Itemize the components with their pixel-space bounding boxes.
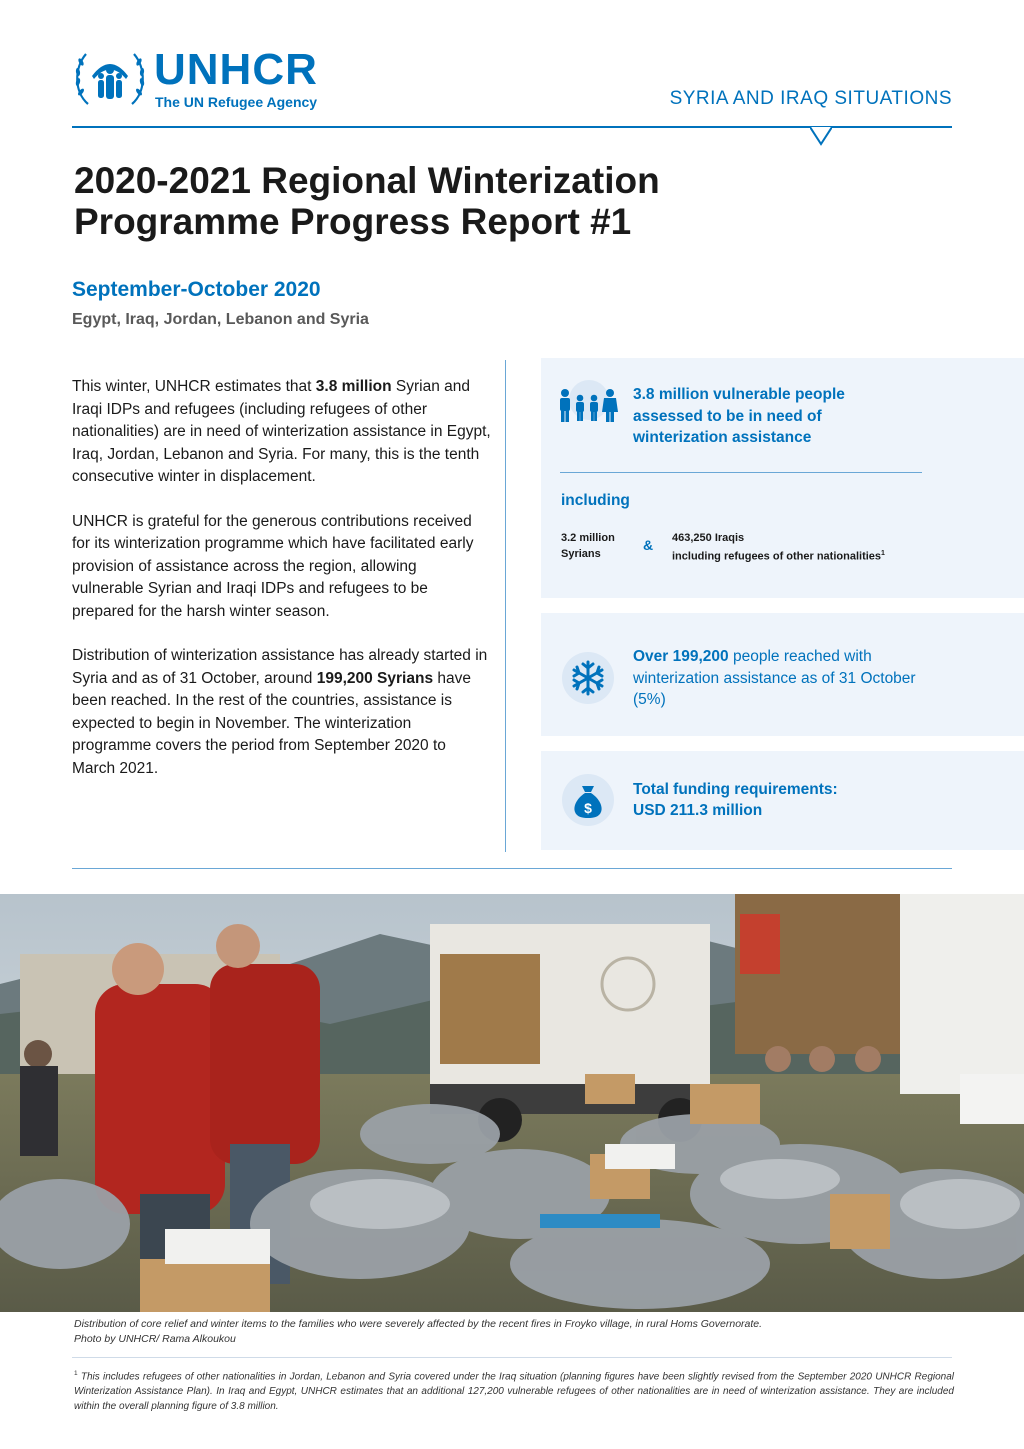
funding-label: Total funding requirements: (633, 781, 838, 798)
unhcr-emblem-icon (72, 46, 148, 112)
svg-text:$: $ (584, 800, 592, 816)
need-headline: 3.8 million vulnerable people assessed to be in need of winterization assistance (633, 386, 845, 446)
column-divider (505, 360, 506, 852)
caption-text: Distribution of core relief and winter items to the families who were severely affected by the recent fires in Froyko village, in rural Homs Governorate. (74, 1318, 763, 1330)
situation-label: SYRIA AND IRAQ SITUATIONS (669, 88, 952, 109)
logo-tagline: The UN Refugee Agency (155, 94, 318, 110)
report-period: September-October 2020 (72, 278, 321, 301)
photo-credit: Photo by UNHCR/ Rama Alkoukou (74, 1333, 236, 1345)
body-p3-text-a: Distribution of winterization assistance has already started in Syria and as of 31 October, around (72, 647, 488, 687)
syrians-count: 3.2 million (561, 532, 615, 544)
snowflake-icon (560, 650, 616, 706)
footnote-mark: 1 (74, 1370, 78, 1377)
body-paragraph-3 (72, 645, 492, 780)
header-notch (810, 126, 832, 148)
countries-list: Egypt, Iraq, Jordan, Lebanon and Syria (72, 311, 369, 328)
reached-description: people reached with winterization assistance as of 31 October (5%) (633, 648, 916, 708)
body-text (72, 376, 492, 802)
body-paragraph-1 (72, 376, 492, 489)
logo-wordmark: UNHCR (154, 45, 318, 94)
money-bag-icon (560, 772, 616, 828)
distribution-photo (0, 894, 1024, 1312)
body-p3-text-b: have been reached. In the rest of the countries, assistance is expected to begin in November. The winterization programme covers the period from September 2020 to March 2021. (72, 669, 471, 777)
body-p3-bold: 199,200 Syrians (316, 669, 434, 687)
footnote-reference[interactable]: 1 (881, 550, 885, 557)
body-p1-text-b: Syrian and Iraqi IDPs and refugees (including refugees of other nationalities) are in need of winterization assistance in Egypt, Iraq, Jordan, Lebanon and Syria. For many, this is the tenth consecutive winter in displacement. (72, 378, 491, 485)
footnote (74, 1366, 954, 1414)
footnote-text: This includes refugees of other nationalities in Jordan, Lebanon and Syria covered under the Iraq situation (planning figures have been slightly revised from the September 2020 UNHCR Regional Winterization Assistance Plan). In Iraq and Egypt, UNHCR estimates that an additional 127,200 vulnerable refugees of other nationalities are in need of winterization assistance. They are included within the overall planning figure of 3.8 million. (74, 1371, 955, 1413)
body-p1-text-a: This winter, UNHCR estimates that (72, 378, 316, 395)
section-rule (72, 868, 952, 869)
unhcr-logo (72, 46, 352, 114)
including-label: including (561, 492, 630, 509)
reached-text (633, 646, 933, 711)
funding-amount: USD 211.3 million (633, 802, 763, 819)
iraqis-figure (672, 530, 962, 565)
reached-count: Over 199,200 (633, 648, 729, 665)
photo-caption (74, 1317, 954, 1347)
footnote-rule (72, 1357, 952, 1358)
iraqis-count: 463,250 Iraqis (672, 532, 745, 544)
iraqis-label (672, 546, 962, 565)
funding-text (633, 779, 933, 821)
body-paragraph-2: UNHCR is grateful for the generous contributions received for its winterization programme which have facilitated early provision of assistance across the region, allowing vulnerable Syrian and Iraqi IDPs and refugees to be prepared for the harsh winter season. (72, 512, 474, 620)
syrians-label: Syrians (561, 548, 601, 560)
family-icon (556, 376, 622, 432)
page-title (74, 160, 834, 242)
body-p1-bold: 3.8 million (315, 378, 392, 395)
need-panel-rule (560, 472, 922, 473)
syrians-figure (561, 530, 641, 562)
iraqis-label-text: including refugees of other nationalities (672, 550, 882, 563)
title-line-1: 2020-2021 Regional Winterization (74, 160, 660, 201)
title-line-2: Programme Progress Report #1 (74, 201, 632, 242)
ampersand: & (643, 537, 654, 553)
